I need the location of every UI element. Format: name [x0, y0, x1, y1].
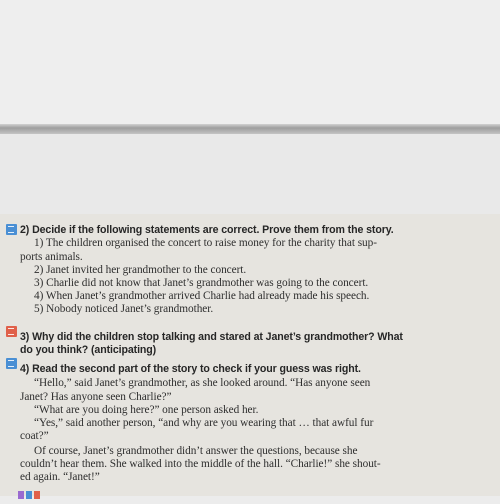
- statement-3: 3) Charlie did not know that Janet’s grandmother was going to the concert.: [34, 277, 369, 289]
- blank-gap: [0, 134, 500, 214]
- story-line: couldn’t hear them. She walked into the middle of the hall. “Charlie!” she shout-: [20, 458, 381, 470]
- story-line: “Hello,” said Janet’s grandmother, as she looked around. “Has anyone seen: [34, 377, 371, 389]
- page-corner-marks: [18, 486, 48, 496]
- exercise-4-heading: 4) Read the second part of the story to check if your guess was right.: [20, 363, 361, 375]
- statement-2: 2) Janet invited her grandmother to the concert.: [34, 264, 247, 276]
- textbook-page: [0, 214, 500, 496]
- scan-divider: [0, 124, 500, 134]
- statement-5: 5) Nobody noticed Janet’s grandmother.: [34, 303, 214, 315]
- statement-1-cont: ports animals.: [20, 251, 83, 263]
- statement-4: 4) When Janet’s grandmother arrived Charlie had already made his speech.: [34, 290, 370, 302]
- story-line: Of course, Janet’s grandmother didn’t answer the questions, because she: [34, 445, 358, 457]
- story-line: “Yes,” said another person, “and why are you wearing that … that awful fur: [34, 417, 374, 429]
- task-icon: [6, 358, 17, 369]
- thinking-icon: [6, 326, 17, 337]
- story-line: ed again. “Janet!”: [20, 471, 100, 483]
- statement-1: 1) The children organised the concert to raise money for the charity that sup-: [34, 237, 377, 249]
- task-icon: [6, 224, 17, 235]
- exercise-3-heading-cont: do you think? (anticipating): [20, 344, 157, 356]
- story-line: “What are you doing here?” one person asked her.: [34, 404, 259, 416]
- exercise-3-heading: 3) Why did the children stop talking and stared at Janet’s grandmother? What: [20, 331, 403, 343]
- story-line: Janet? Has anyone seen Charlie?”: [20, 391, 172, 403]
- blank-area: [0, 0, 500, 124]
- story-line: coat?”: [20, 430, 49, 442]
- exercise-2-heading: 2) Decide if the following statements are correct. Prove them from the story.: [20, 224, 394, 236]
